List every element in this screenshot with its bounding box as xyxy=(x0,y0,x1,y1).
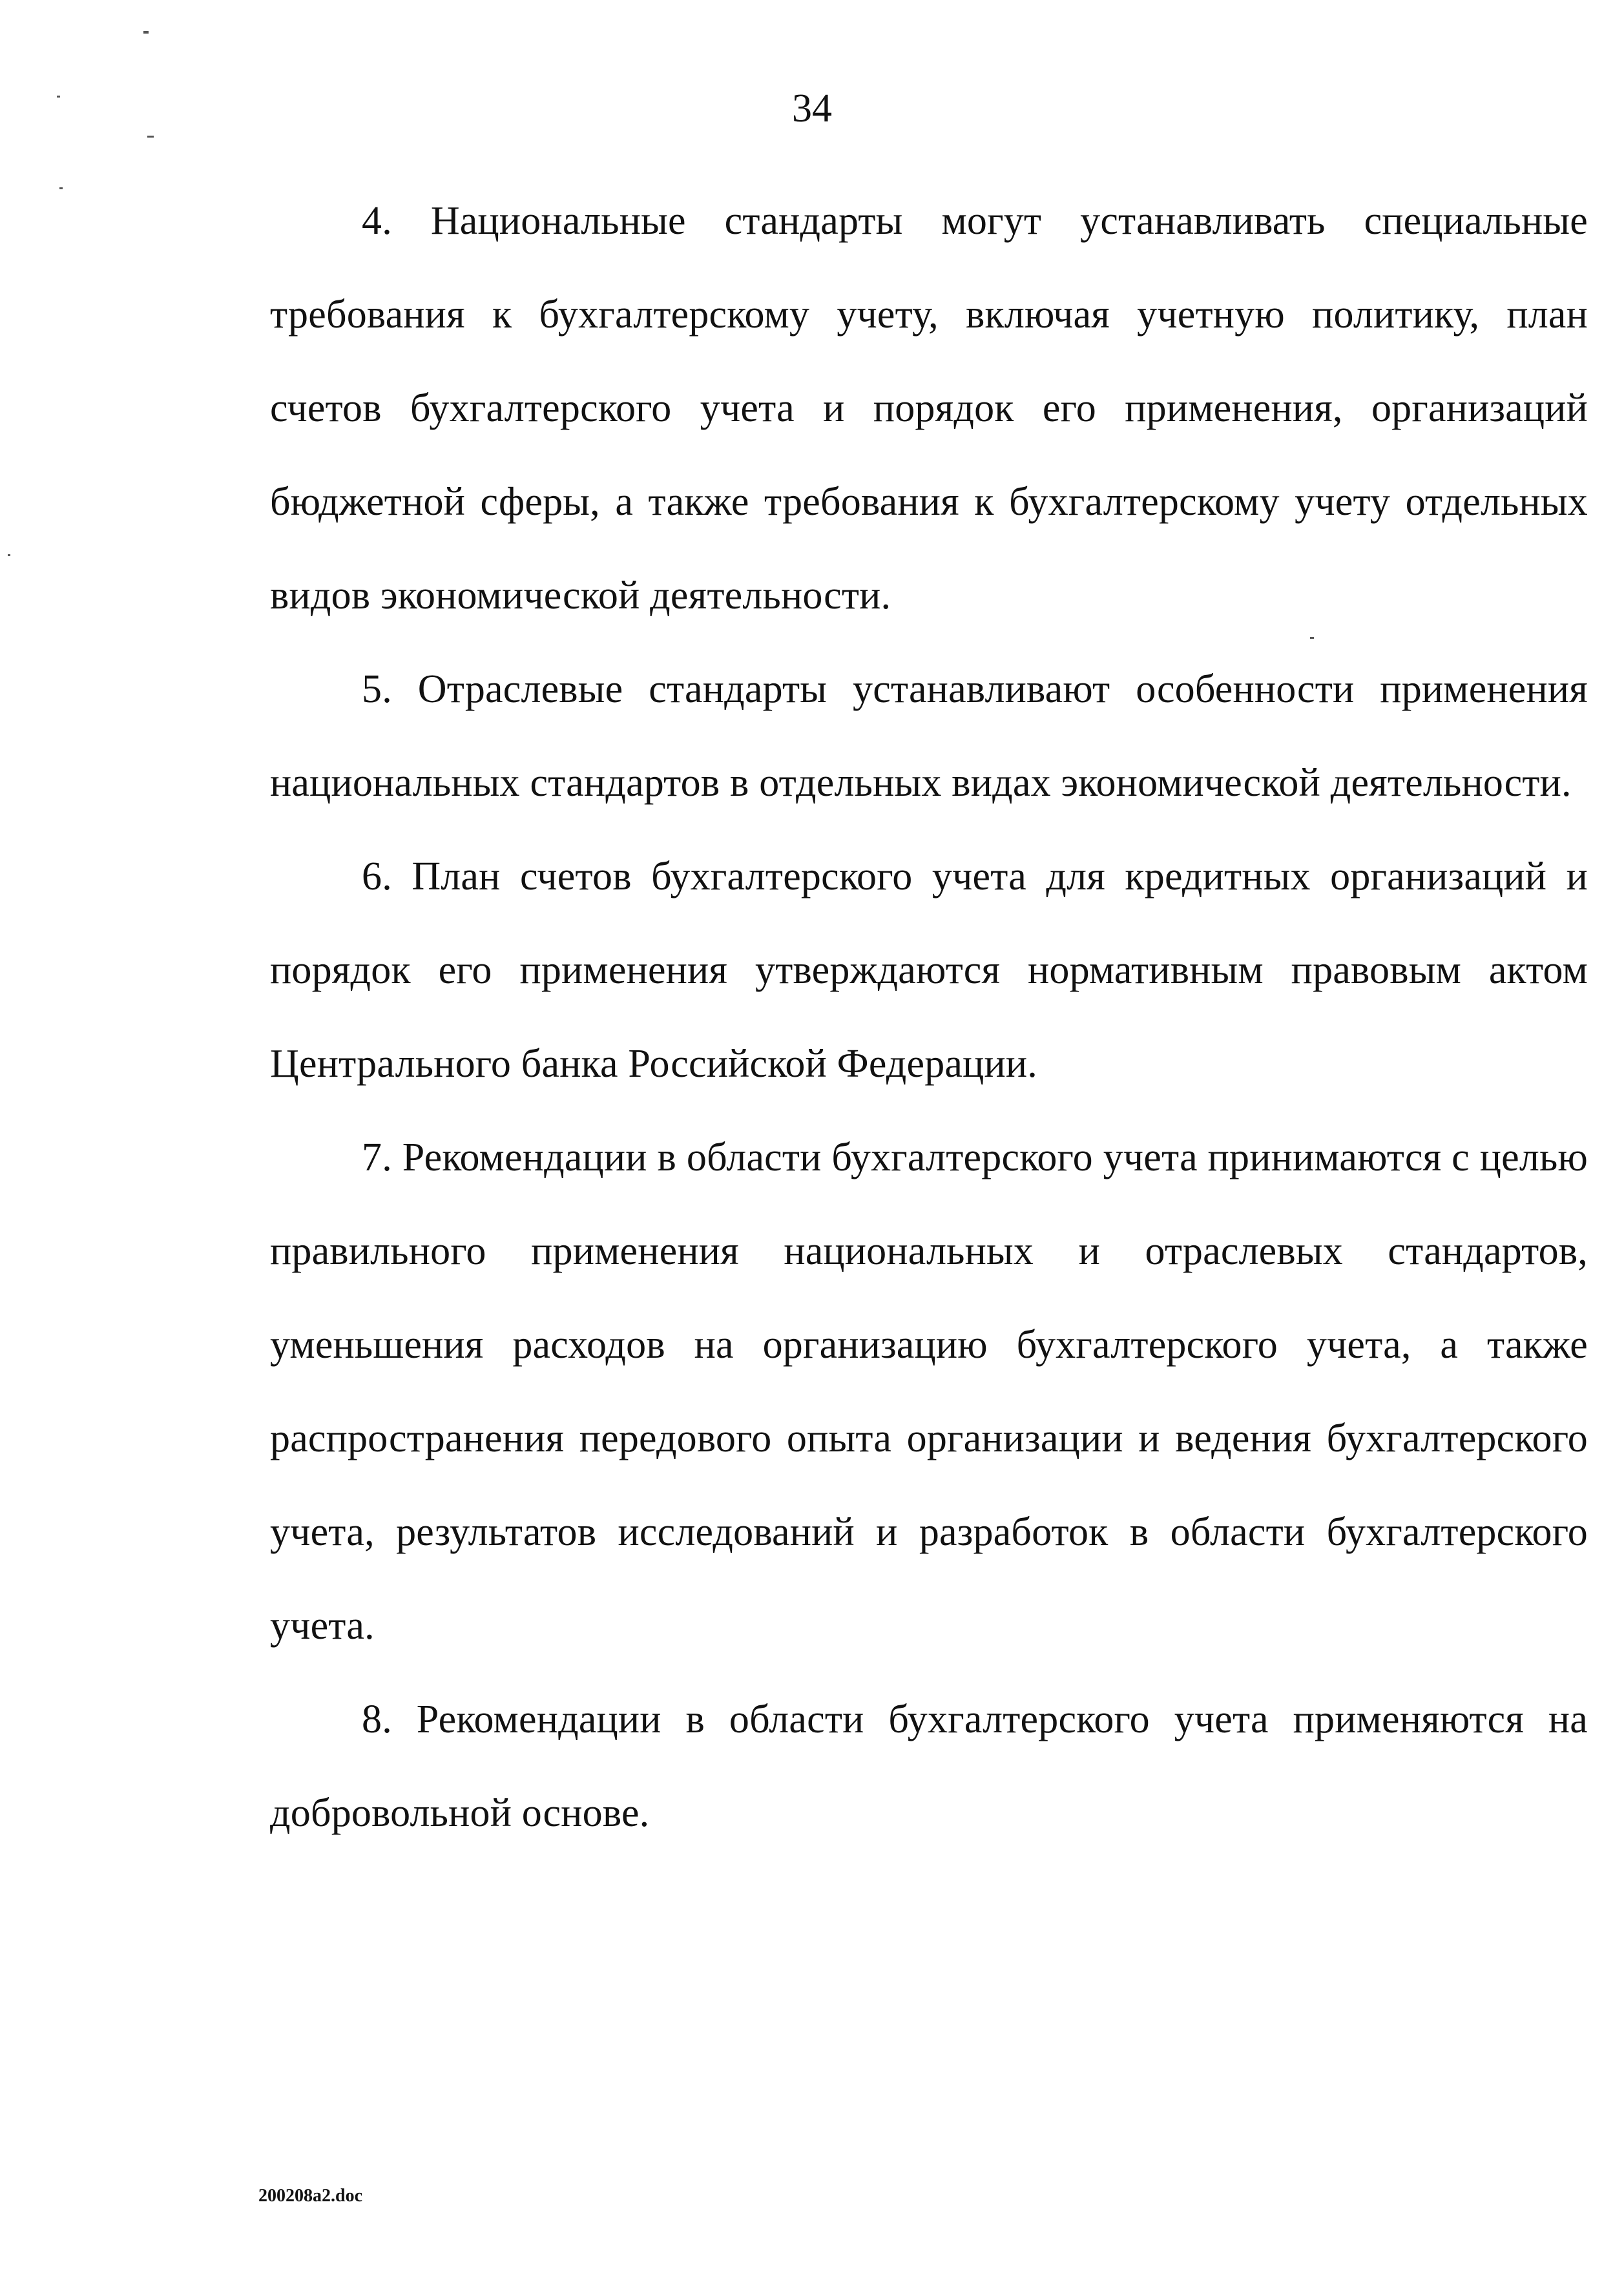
scan-artifact xyxy=(143,31,149,34)
scan-artifact xyxy=(1310,637,1314,639)
page-number: 34 xyxy=(792,87,832,130)
scan-artifact xyxy=(59,187,63,189)
scan-artifact xyxy=(8,554,10,556)
scan-artifact xyxy=(147,136,154,138)
document-body xyxy=(270,174,1588,1860)
paragraph-8: 8. Рекомендации в области бухгалтерского учета применяются на добровольной основе. xyxy=(270,1697,1588,1835)
paragraph-6: 6. План счетов бухгалтерского учета для кредитных организаций и порядок его применения утверждаются нормативным правовым актом Центрального банка Российской Федерации. xyxy=(270,855,1588,1086)
paragraph-4: 4. Национальные стандарты могут устанавливать специальные требования к бухгалтерскому учету, включая учетную политику, план счетов бухгалтерского учета и порядок его применения, организаций бюджетной сферы, а также требования к бухгалтерскому учету отдельных видов экономической деятельности. xyxy=(270,199,1588,618)
paragraph-7: 7. Рекомендации в области бухгалтерского учета принимаются с целью правильного применения национальных и отраслевых стандартов, уменьшения расходов на организацию бухгалтерского учета, а также распространения передового опыта организации и ведения бухгалтерского учета, результатов исследований и разработок в области бухгалтерского учета. xyxy=(270,1136,1588,1648)
scan-artifact xyxy=(57,96,60,98)
paragraph-5: 5. Отраслевые стандарты устанавливают особенности применения национальных стандартов в отдельных видах экономической деятельности. xyxy=(270,667,1588,805)
footer-filename: 200208a2.doc xyxy=(258,2186,362,2206)
